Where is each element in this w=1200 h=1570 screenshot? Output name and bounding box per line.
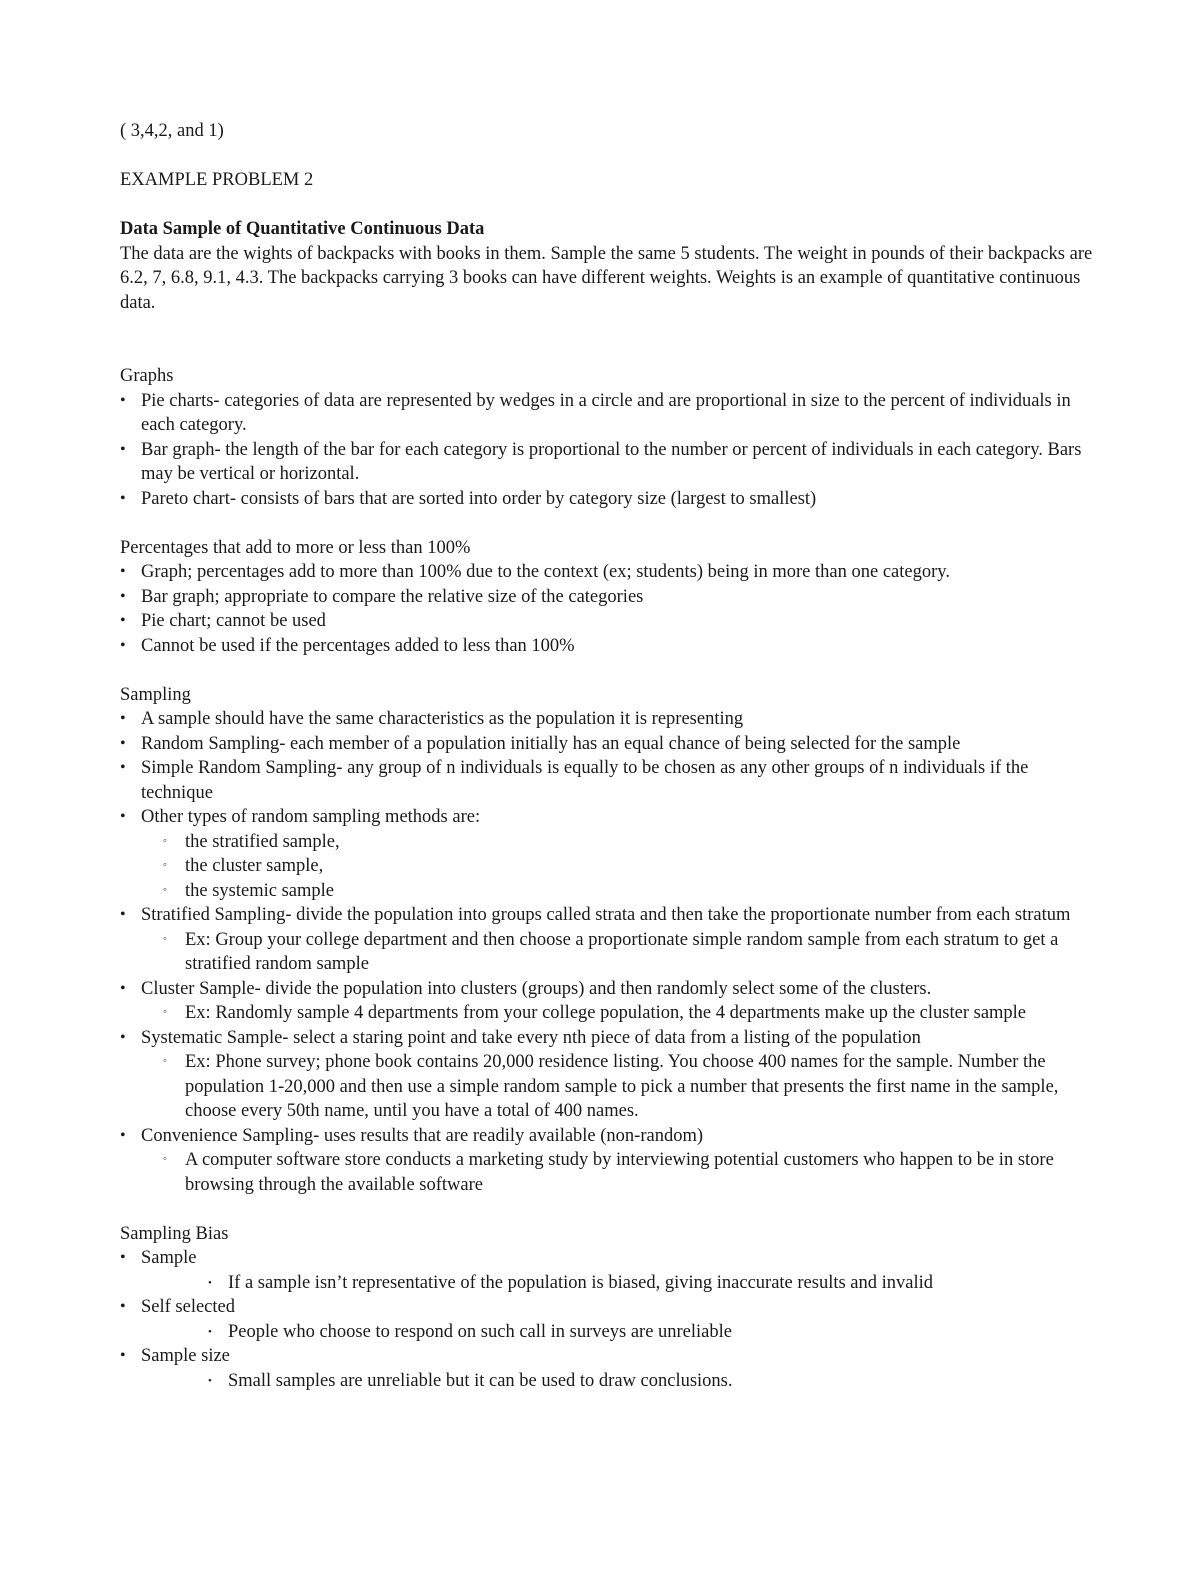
bullet-icon: • — [120, 710, 126, 727]
list-item: • Stratified Sampling- divide the population into groups called strata and then take the proportionate number from each stratum ◦ Ex: Group your college department and then choose a proportionate simple random sample from each stratum to get a stratified random sample — [120, 903, 1100, 977]
sub-list — [141, 1050, 1100, 1124]
bullet-icon: • — [120, 489, 126, 507]
circle-bullet-icon: ◦ — [163, 932, 167, 945]
bullet-icon: • — [120, 1028, 126, 1046]
circle-bullet-icon: ◦ — [163, 859, 167, 871]
list-item: • Cluster Sample- divide the population into clusters (groups) and then randomly select some of the clusters. ◦ Ex: Randomly sample 4 departments from your college population, the 4 departments make up the cluster sample — [120, 977, 1100, 1026]
graphs-heading: Graphs — [120, 366, 174, 386]
sub-list-item: ◦ the systemic sample — [141, 879, 1100, 904]
list-item: • Sample • If a sample isn’t representative of the population is biased, giving inaccurate results and invalid — [120, 1246, 1100, 1295]
list-item: • Pareto chart- consists of bars that are sorted into order by category size (largest to smallest) — [120, 487, 1100, 512]
sub-list-item: ◦ Ex: Phone survey; phone book contains 20,000 residence listing. You choose 400 names for the sample. Number the population 1-20,000 and then use a simple random sample to pick a number that presents the first name in the sample, choose every 50th name, until you have a total of 400 names. — [141, 1050, 1100, 1124]
sampling-bias-section — [120, 1222, 1100, 1394]
data-paragraph: The data are the wights of backpacks with books in them. Sample the same 5 students. The weight in pounds of their backpacks are 6.2, 7, 6.8, 9.1, 4.3. The backpacks carrying 3 books can have different weights. Weights is an example of quantitative continuous data. — [120, 243, 1093, 313]
circle-bullet-icon: ◦ — [163, 883, 167, 896]
list-item: • Convenience Sampling- uses results that are readily available (non-random) ◦ A computer software store conducts a marketing study by interviewing potential customers who happen to be in store browsing through the available software — [120, 1124, 1100, 1198]
percentages-heading: Percentages that add to more or less than 100% — [120, 537, 471, 558]
list-item: • Graph; percentages add to more than 100% due to the context (ex; students) being in more than one category. — [120, 560, 1100, 585]
sub-list-item: ◦ the cluster sample, — [141, 854, 1100, 879]
circle-bullet-icon: ◦ — [163, 834, 167, 847]
list-item: • Bar graph; appropriate to compare the relative size of the categories — [120, 585, 1100, 610]
bullet-icon: • — [120, 1298, 126, 1315]
sampling-section — [120, 683, 1100, 1198]
bullet-icon: • — [120, 759, 126, 776]
bullet-icon: • — [120, 906, 126, 923]
sub-list — [141, 1148, 1100, 1197]
graphs-list — [120, 389, 1100, 512]
bullet-icon: • — [120, 808, 126, 825]
bullet-icon: • — [120, 612, 126, 629]
sampling-bias-list — [120, 1246, 1100, 1393]
sub-list-item: • People who choose to respond on such call in surveys are unreliable — [141, 1320, 1100, 1345]
sampling-bias-heading: Sampling Bias — [120, 1223, 229, 1244]
list-item: • Systematic Sample- select a staring point and take every nth piece of data from a listing of the population ◦ Ex: Phone survey; phone book contains 20,000 residence listing. You choose 400 names for the sample. Number the population 1-20,000 and then use a simple random sample to pick a number that presents the first name in the sample, choose every 50th name, until you have a total of 400 names. — [120, 1026, 1100, 1124]
bullet-icon: • — [120, 979, 126, 997]
example-title: EXAMPLE PROBLEM 2 — [120, 170, 314, 190]
intro-line: ( 3,4,2, and 1) — [120, 121, 224, 141]
circle-bullet-icon: ◦ — [163, 1153, 167, 1165]
sampling-list — [120, 707, 1100, 1197]
sub-list-item: • If a sample isn’t representative of the population is biased, giving inaccurate results and invalid — [141, 1271, 1100, 1296]
list-item: • Pie chart; cannot be used — [120, 609, 1100, 634]
bullet-icon: • — [120, 563, 126, 580]
bullet-icon: • — [120, 1347, 126, 1364]
small-bullet-icon: • — [208, 1374, 212, 1387]
circle-bullet-icon: ◦ — [163, 1006, 167, 1018]
bullet-icon: • — [120, 734, 126, 752]
data-heading: Data Sample of Quantitative Continuous Data — [120, 219, 485, 239]
list-item: • Sample size • Small samples are unreliable but it can be used to draw conclusions. — [120, 1344, 1100, 1393]
list-item: • A sample should have the same characteristics as the population it is representing — [120, 707, 1100, 732]
sub-list — [141, 830, 1100, 904]
list-item: • Pie charts- categories of data are represented by wedges in a circle and are proportional in size to the percent of individuals in each category. — [120, 390, 1071, 435]
circle-bullet-icon: ◦ — [163, 1055, 167, 1067]
graphs-section — [120, 364, 1100, 511]
bullet-icon: • — [120, 391, 126, 409]
bullet-icon: • — [120, 1126, 126, 1144]
bullet-icon: • — [120, 440, 126, 458]
list-item: • Simple Random Sampling- any group of n individuals is equally to be chosen as any other groups of n individuals if the technique — [120, 758, 1029, 803]
sub-list-item: ◦ the stratified sample, — [141, 830, 1100, 855]
sub-list-item: ◦ Ex: Group your college department and then choose a proportionate simple random sample from each stratum to get a stratified random sample — [141, 928, 1100, 977]
bullet-icon: • — [120, 636, 126, 654]
sampling-heading: Sampling — [120, 684, 191, 705]
small-bullet-icon: • — [208, 1325, 212, 1338]
small-bullet-icon: • — [208, 1276, 212, 1289]
sub-list — [141, 1271, 1100, 1296]
list-item: • Other types of random sampling methods are: ◦ the stratified sample, ◦ the cluster sample, ◦ the systemic sample — [120, 805, 1100, 903]
sub-list-item: ◦ Ex: Randomly sample 4 departments from your college population, the 4 departments make up the cluster sample — [141, 1001, 1100, 1026]
sub-list — [141, 1001, 1100, 1026]
sub-list — [141, 1369, 1100, 1394]
sub-list-item: ◦ A computer software store conducts a marketing study by interviewing potential customers who happen to be in store browsing through the available software — [141, 1148, 1100, 1197]
percentages-section — [120, 536, 1100, 659]
list-item: • Cannot be used if the percentages added to less than 100% — [120, 634, 1100, 659]
sub-list — [141, 1320, 1100, 1345]
list-item: • Bar graph- the length of the bar for each category is proportional to the number or percent of individuals in each category. Bars may be vertical or horizontal. — [120, 439, 1082, 484]
sub-list — [141, 928, 1100, 977]
sub-list-item: • Small samples are unreliable but it can be used to draw conclusions. — [141, 1369, 1100, 1394]
percentages-list — [120, 560, 1100, 658]
bullet-icon: • — [120, 587, 126, 605]
bullet-icon: • — [120, 1249, 126, 1266]
list-item: • Random Sampling- each member of a population initially has an equal chance of being selected for the sample — [120, 732, 1100, 757]
list-item: • Self selected • People who choose to respond on such call in surveys are unreliable — [120, 1295, 1100, 1344]
